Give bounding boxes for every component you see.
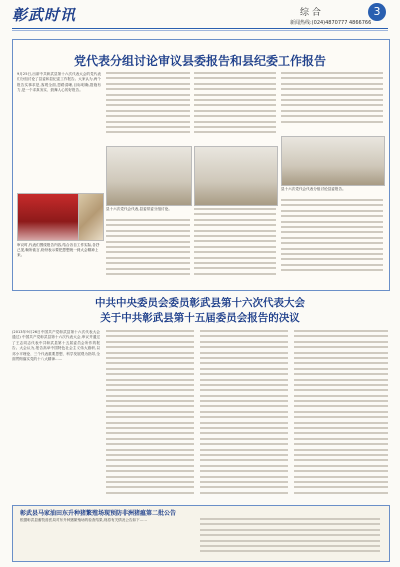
page-number-badge: 3 (368, 3, 386, 21)
resolution-headline-line2: 关于中共彰武县第十五届委员会报告的决议 (100, 312, 300, 324)
newspaper-logo: 彰武时讯 (12, 6, 77, 24)
issue-line: 新闻热线:(024)4870777 4866766 (290, 20, 372, 26)
feature-headline: 党代表分组讨论审议县委报告和县纪委工作报告 (73, 54, 326, 68)
feature-body-col2b (106, 219, 190, 285)
resolution-headline (12, 296, 388, 326)
feature-lead-text: 9月25日,出席中共彰武县第十六次代表大会的党代表们分组讨论了县委和县纪委工作报告。大家认为,两个报告实事求是,客观全面,思路清晰,目标明确,措施有力,是一个求真务实、鼓舞人心的好报告。 (17, 72, 101, 93)
section-label: 综 合 (300, 8, 321, 18)
photo-delegate-speaking (17, 193, 79, 241)
photo-delegate-side (78, 193, 104, 241)
resolution-headline-line1: 中共中央委员会委员彰武县第十六次代表大会 (95, 297, 305, 309)
notice-body: 根据彰武县畜牧兽医局对东升种猪繁殖场的检查结果,现将有关情况公告如下…… (20, 518, 147, 522)
resolution-body: (2013年9月26日中国共产党彰武县第十六次代表大会通过) 中国共产党彰武县第十六次代表大会,审议并通过了王志同志代表中共彰武县第十五届委员会所作的报告。大会认为,报告高举中国特色社会主义伟大旗帜,以邓小平理论、三个代表重要思想、科学发展观为指导,全面贯彻落实党的十八大精神…… (12, 330, 100, 362)
photo-delegates-meeting (106, 146, 192, 206)
notice-body-right (200, 518, 380, 556)
photo-delegate-discussion (194, 146, 278, 206)
feature-body-col3 (194, 72, 276, 142)
masthead-rule-thin (12, 30, 388, 31)
feature-caption-mid: 县十六次党代会代表,县委常委分组讨论。 (106, 207, 172, 211)
photo-delegate-right (281, 136, 385, 186)
feature-body-col4 (281, 72, 383, 132)
feature-caption-right: 县十六次党代会代表分组讨论县委报告。 (281, 187, 346, 191)
feature-body-col2 (106, 72, 190, 142)
feature-body-col4b (281, 199, 383, 285)
notice-title: 彰武县马家油田东升种猪繁殖场现预防非洲猪瘟第二批公告 (20, 510, 177, 517)
resolution-col2 (106, 330, 194, 498)
feature-caption-left: 审议时,代表们围绕报告内容,结合各自工作实际,各抒己见,畅所欲言,纷纷表示要把思想统一到大会精神上来。 (17, 243, 100, 257)
resolution-col3 (200, 330, 288, 498)
resolution-col4 (294, 330, 388, 498)
feature-body-col3b (194, 208, 276, 285)
masthead-rule (12, 28, 388, 29)
